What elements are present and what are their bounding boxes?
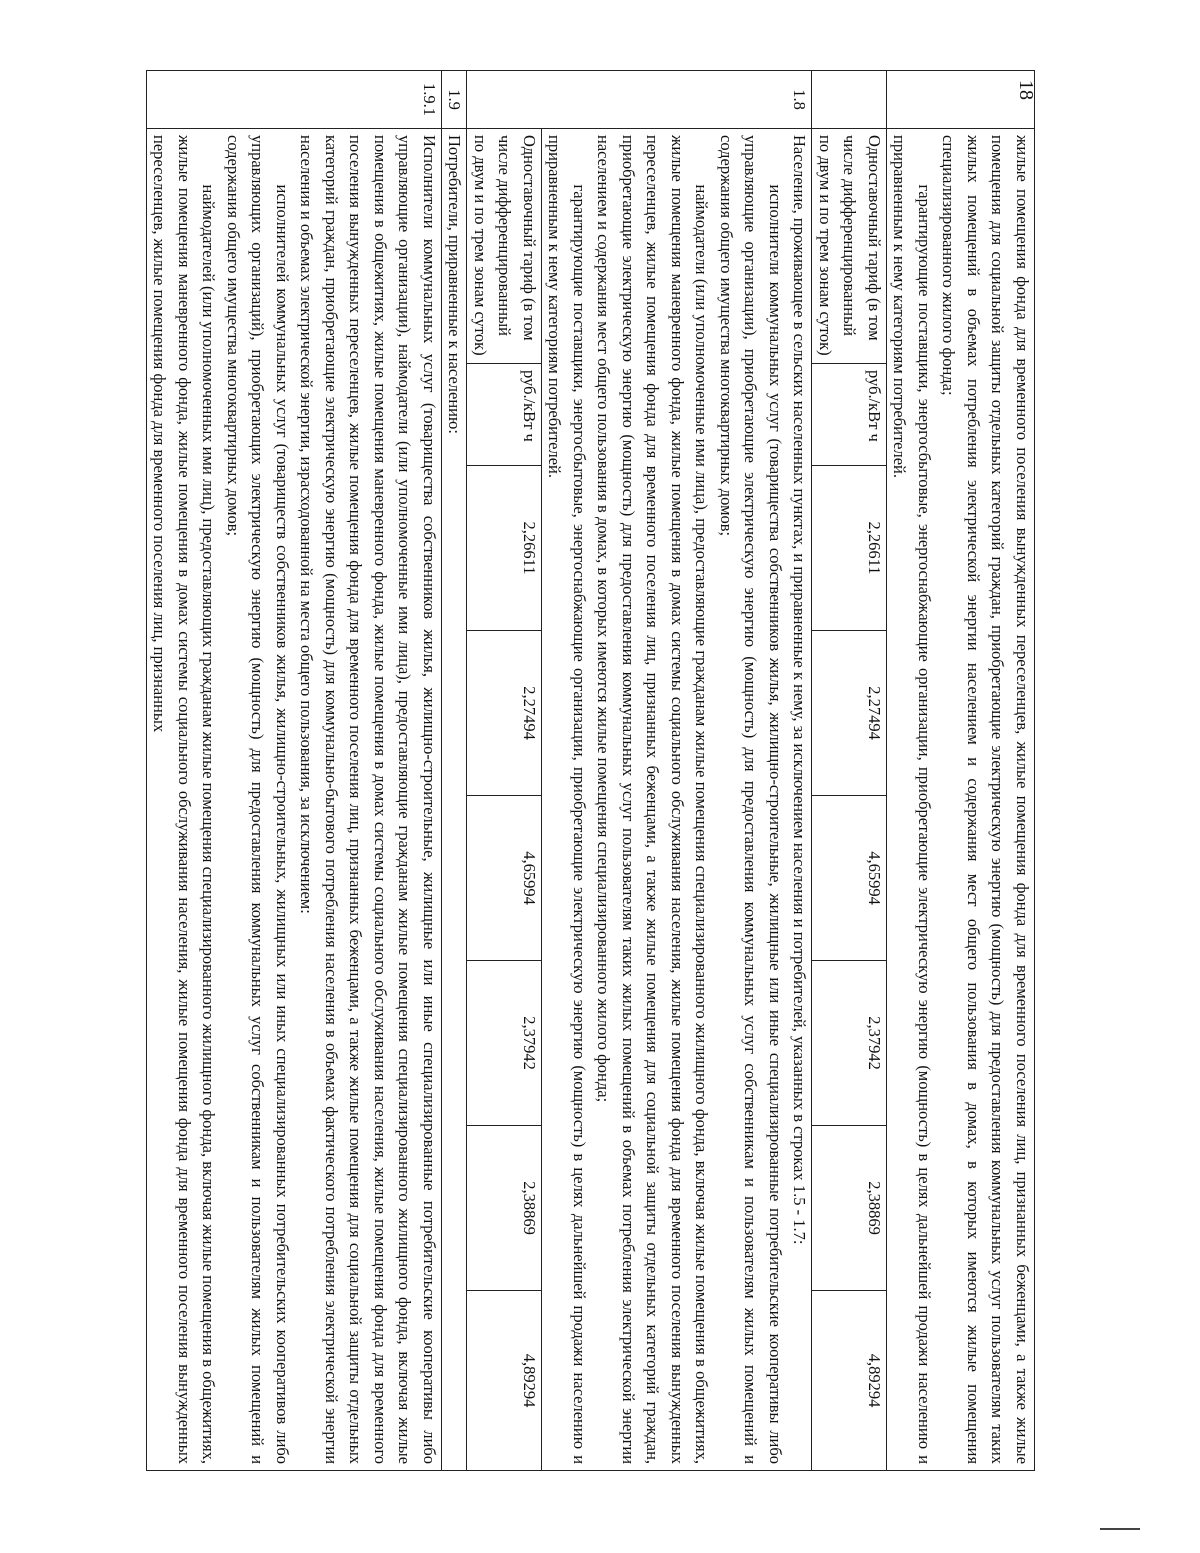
- row-number: 1.9: [442, 71, 468, 129]
- paragraph: наймодатели (или уполномоченные ими лица), предоставляющие гражданам жилые помещения специализированного жилищного фонда, включая жилые помещения в общежитиях, жилые помещения маневренного фонда, жилые помещения в домах системы социального обслуживания населения, жилые помещения фонда для временного поселения вынужденных переселенцев, жилые помещения фонда для временного поселения лиц, признанных беженцами, а также жилые помещения для социальной защиты отдельных категорий граждан, приобретающие электрическую энергию (мощность) для предоставления коммунальных услуг пользователям таких жилых помещений в объемах потребления электрической энергии населением и содержания мест общего пользования в домах, в которых имеются жилые помещения специализированного жилого фонда;: [594, 135, 712, 1465]
- tariff-value: 2,37942: [467, 961, 542, 1126]
- tariff-value: 2,37942: [812, 961, 887, 1126]
- row-description: [442, 129, 468, 1471]
- row-description: [542, 129, 813, 1471]
- tariff-value: 2,38869: [812, 1126, 887, 1291]
- tariff-label: Одноставочный тариф (в том числе дифференцированный по двум и по трем зонам суток): [467, 129, 542, 364]
- row-description: [887, 129, 1035, 1471]
- table-row: [442, 71, 468, 1471]
- tariff-value: 2,27494: [812, 631, 887, 796]
- paragraph: гарантирующие поставщики, энергосбытовые, энергоснабжающие организации, приобретающие электрическую энергию (мощность) в целях дальнейшей продажи населению и приравненным к нему категориям потребителей.: [545, 135, 589, 1465]
- tariff-label: Одноставочный тариф (в том числе дифференцированный по двум и по трем зонам суток): [812, 129, 887, 364]
- tariff-unit: руб./кВт ч: [467, 364, 542, 466]
- paragraph: исполнителей коммунальных услуг (товариществ собственников жилья, жилищно-строительных, жилищных или иных специализированных потребительских кооперативов либо управляющих организаций), приобретающих электрическую энергию (мощность) для предоставления коммунальных услуг собственникам и пользователям жилых помещений и содержания общего имущества многоквартирных домов;: [224, 135, 292, 1465]
- tariff-value: 4,65994: [467, 796, 542, 961]
- tariff-value: 2,27494: [467, 631, 542, 796]
- paragraph: Потребители, приравненные к населению:: [445, 135, 465, 434]
- row-description: [147, 129, 442, 1471]
- paragraph: Население, проживающее в сельских населенных пунктах, и приравненные к нему, за исключением населения и потребителей, указанных в строках 1.5 - 1.7:: [790, 135, 810, 1245]
- tariff-table: [146, 70, 1035, 1471]
- row-number: 1.9.1: [147, 71, 442, 129]
- row-number: 1.8: [467, 71, 812, 129]
- row-number: [887, 71, 1035, 129]
- paragraph: Исполнители коммунальных услуг (товарищества собственников жилья, жилищно-строительные, жилищные или иные специализированные потребительские кооперативы либо управляющие организации), наймодатели (или уполномоченные ими лица), предоставляющие гражданам жилые помещения специализированного жилищного фонда, включая жилые помещения в общежитиях, жилые помещения маневренного фонда, жилые помещения в домах системы социального обслуживания населения, жилые помещения фонда для временного поселения вынужденных переселенцев, жилые помещения фонда для временного поселения лиц, признанных беженцами, а также жилые помещения для социальной защиты отдельных категорий граждан, приобретающие электрическую энергию (мощность) для коммунально-бытового потребления населения в объемах фактического потребления электрической энергии населения и объемах электрической энергии, израсходованной на места общего пользования, за исключением:: [297, 135, 439, 1465]
- table-row: [467, 71, 542, 1471]
- tariff-value: 2,38869: [467, 1126, 542, 1291]
- tariff-value: 4,89294: [812, 1291, 887, 1471]
- table-row: [812, 71, 887, 1471]
- tariff-value: 2,26611: [467, 466, 542, 631]
- paragraph: гарантирующие поставщики, энергосбытовые, энергоснабжающие организации, приобретающие электрическую энергию (мощность) в целях дальнейшей продажи населению и приравненным к нему категориям потребителей.: [890, 135, 934, 1465]
- scan-mark: [1100, 1528, 1140, 1530]
- table-row: [887, 71, 1035, 1471]
- paragraph: исполнители коммунальных услуг (товарищества собственников жилья, жилищно-строительные, жилищные или иные специализированные потребительские кооперативы либо управляющие организации), приобретающие электрическую энергию (мощность) для предоставления коммунальных услуг собственникам и пользователям жилых помещений и содержания общего имущества многоквартирных домов;: [717, 135, 785, 1465]
- table-row: [542, 71, 813, 1471]
- paragraph: жилые помещения фонда для временного поселения вынужденных переселенцев, жилые помещения фонда для временного поселения лиц, признанных беженцами, а также жилые помещения для социальной защиты отдельных категорий граждан, приобретающие электрическую энергию (мощность) для предоставления коммунальных услуг пользователям таких жилых помещений в объемах потребления электрической энергии населением и содержания мест общего пользования в домах, в которых имеются жилые помещения специализированного жилого фонда;: [939, 135, 1032, 1465]
- table-row: [147, 71, 442, 1471]
- tariff-value: 2,26611: [812, 466, 887, 631]
- document-page: [105, 70, 1035, 1470]
- tariff-value: 4,89294: [467, 1291, 542, 1471]
- page-number: 18: [1015, 80, 1037, 100]
- paragraph: наймодателей (или уполномоченных ими лиц), предоставляющих гражданам жилые помещения специализированного жилищного фонда, включая жилые помещения в общежитиях, жилые помещения маневренного фонда, жилые помещения в домах системы социального обслуживания населения, жилые помещения фонда для временного поселения вынужденных переселенцев, жилые помещения фонда для временного поселения лиц, признанных: [150, 135, 219, 1465]
- tariff-value: 4,65994: [812, 796, 887, 961]
- row-number: [812, 71, 887, 129]
- tariff-unit: руб./кВт ч: [812, 364, 887, 466]
